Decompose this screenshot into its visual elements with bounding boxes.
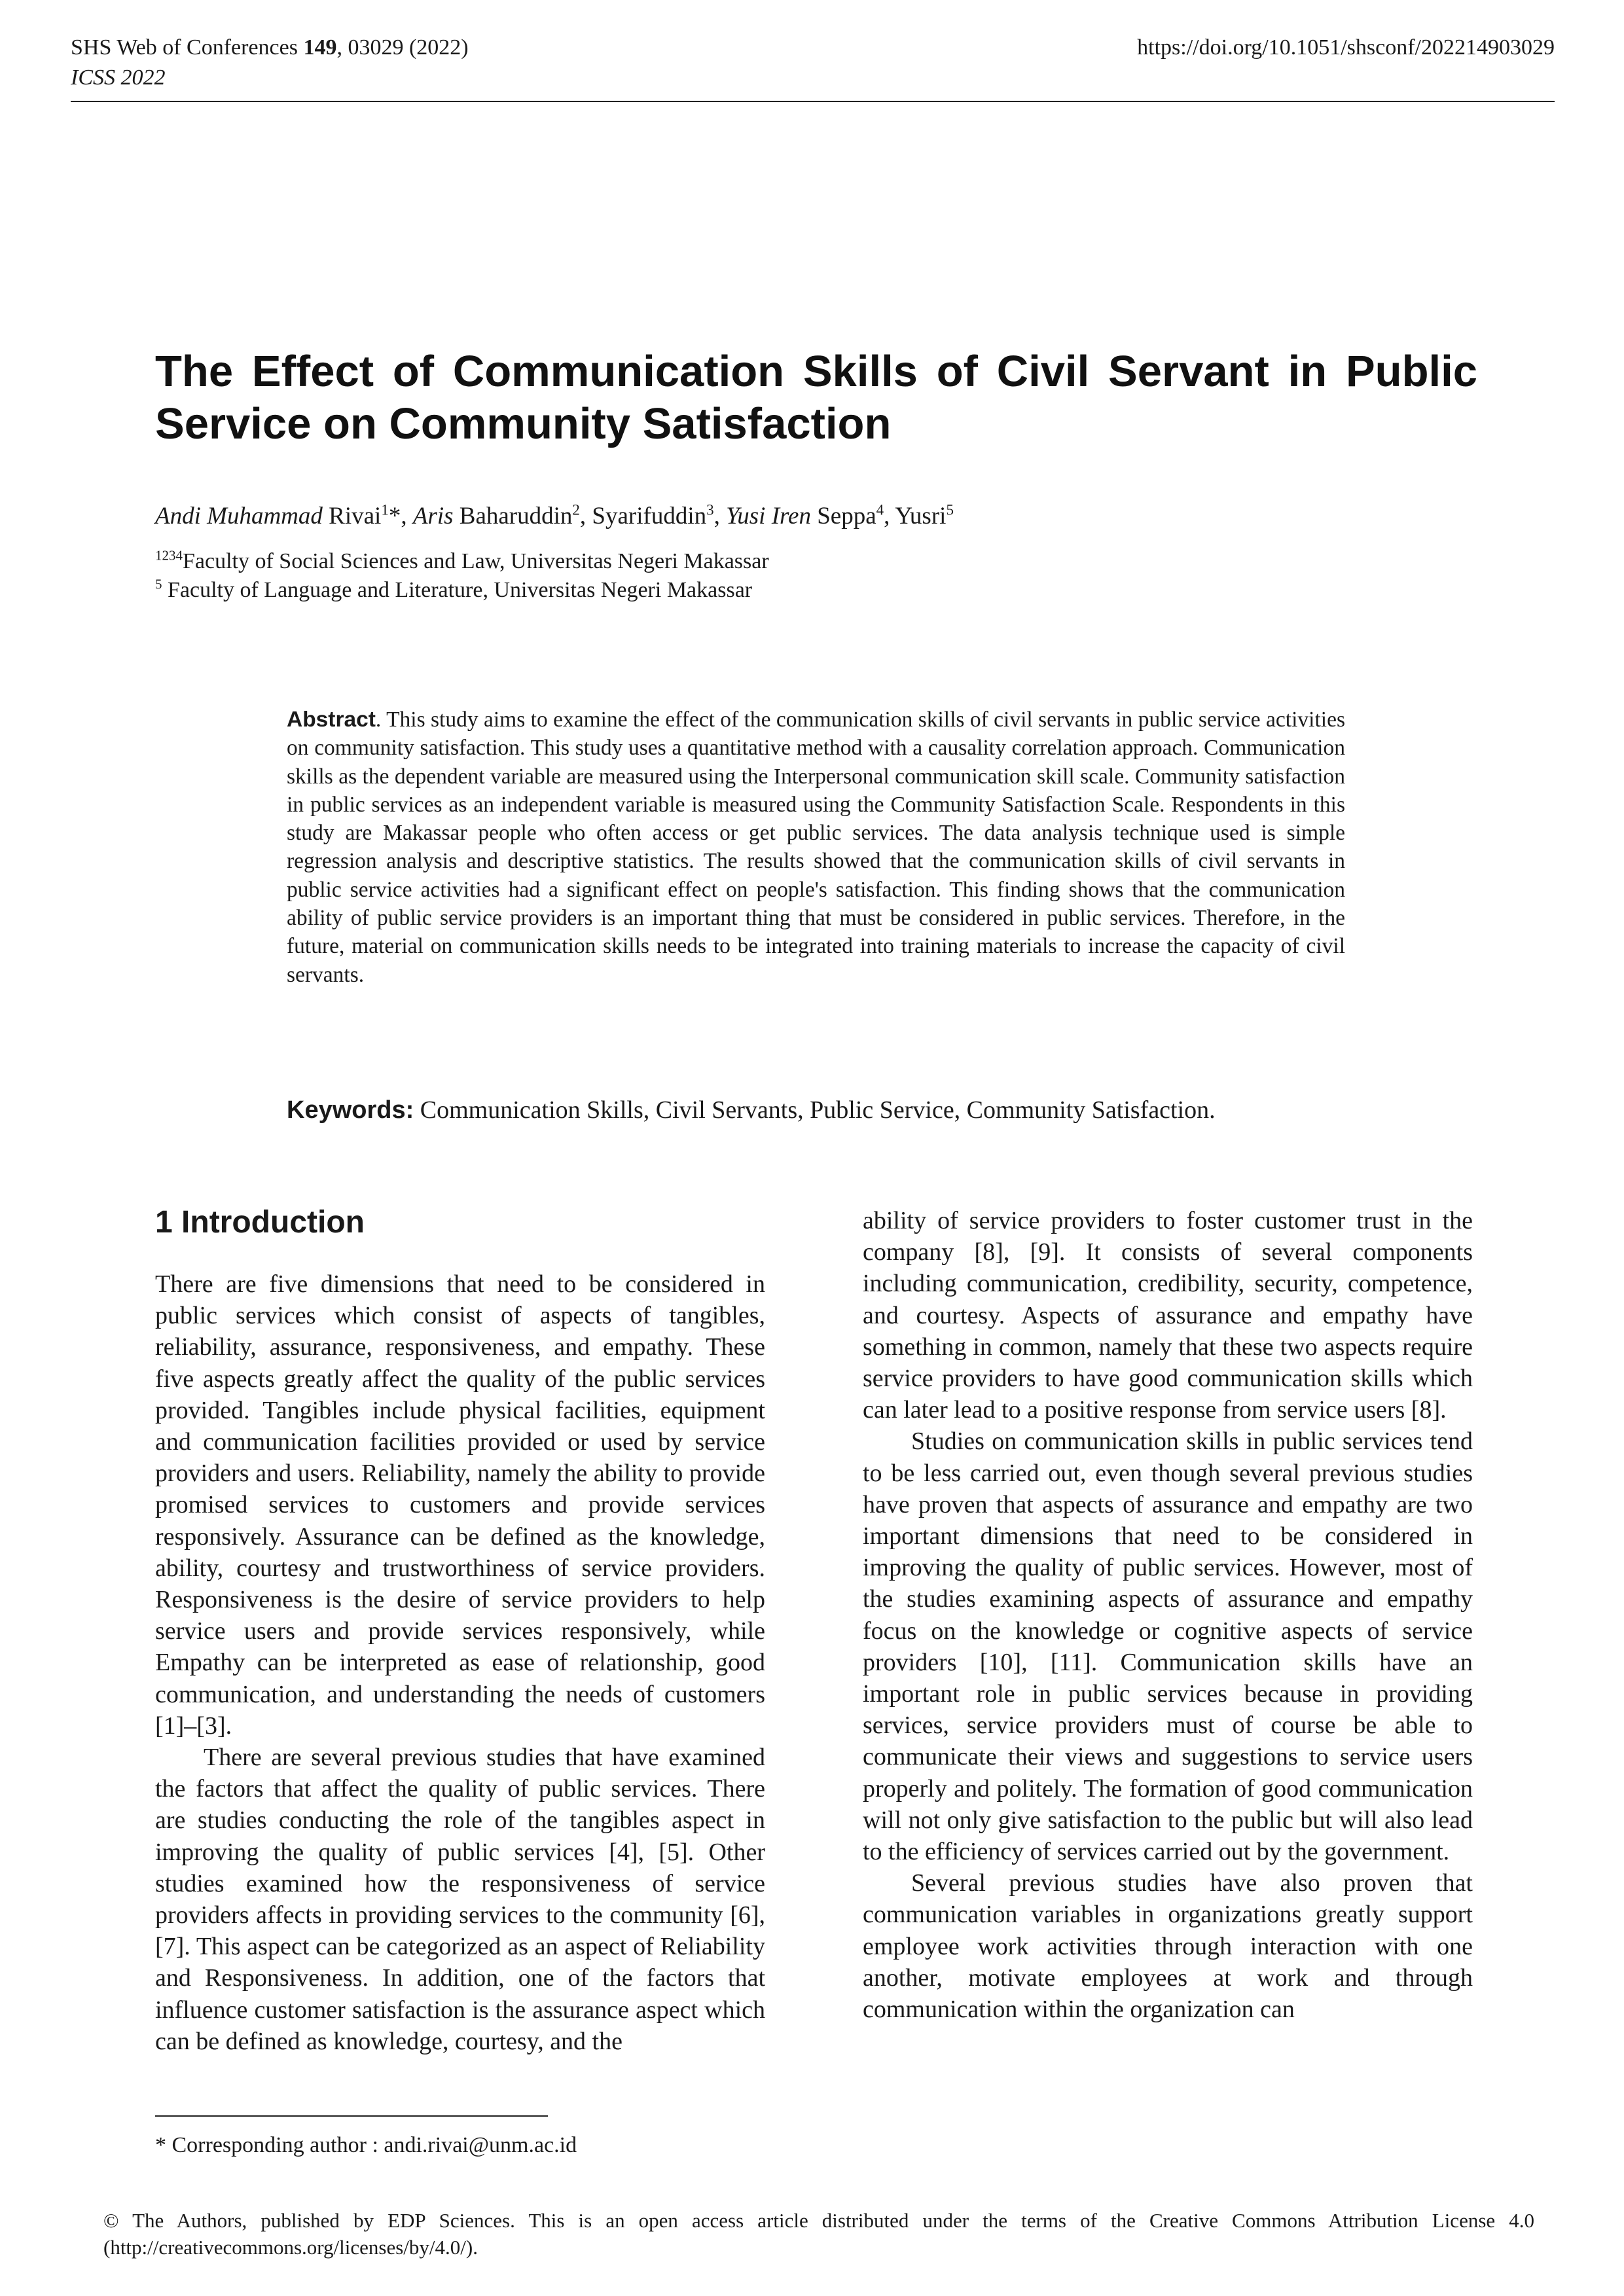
running-header-left [71,33,469,93]
abstract-text: . This study aims to examine the effect of the communication skills of civil servants in public service activities on community satisfaction. This study uses a quantitative method with a causality correlation approach. Communication skills as the dependent variable are measured using the Interpersonal communication skill scale. Community satisfaction in public services as an independent variable is measured using the Community Satisfaction Scale. Respondents in this study are Makassar people who often access or get public services. The data analysis technique used is simple regression analysis and descriptive statistics. The results showed that the communication skills of civil servants in public service activities had a significant effect on people's satisfaction. This finding shows that the communication ability of public service providers is an important thing that must be considered in public services. Therefore, in the future, material on communication skills needs to be integrated into training materials to increase the capacity of civil servants. [287,708,1345,987]
paragraph: ability of service providers to foster customer trust in the company [8], [9]. It consists of several components including communication, credibility, security, competence, and courtesy. Aspects of assurance and empathy have something in common, namely that these two aspects require service providers to have good communication skills which can later lead to a positive response from service users [8]. [863,1207,1473,1424]
affiliations [155,547,769,605]
author-family-name: Baharuddin [453,503,573,529]
author-given-name: Yusi Iren [726,503,811,529]
abstract [287,706,1345,989]
volume-number: 149 [303,35,337,60]
corresponding-author-footnote: * Corresponding author : andi.rivai@unm.ac.id [155,2133,577,2157]
event-name: ICSS 2022 [71,65,166,90]
keywords [287,1094,1465,1126]
section-heading: 1 Introduction [155,1205,365,1240]
footnote-rule [155,2115,548,2117]
paragraph: There are several previous studies that have examined the factors that affect the quality of public services. There are studies conducting the role of the tangibles aspect in improving the quality of public services [4], [5]. Other studies examined how the responsiveness of service providers affects in providing services to the community [6], [7]. This aspect can be categorized as an aspect of Reliability and Responsiveness. In addition, one of the factors that influence customer satisfaction is the assurance aspect which can be defined as knowledge, courtesy, and the [155,1744,765,2055]
author-name: Syarifuddin [592,503,707,529]
affiliation-line: $^5$ Faculty of Language and Literature, Universitas Negeri Makassar [155,576,753,602]
conference-line: SHS Web of Conferences 149, 03029 (2022) [71,35,469,60]
keywords-label: Keywords: [287,1096,414,1124]
paragraph: Studies on communication skills in public services tend to be less carried out, even though several previous studies have proven that aspects of assurance and empathy are two important dimensions that need to be considered in improving the quality of public services. However, most of the studies examining aspects of assurance and empathy focus on the knowledge or cognitive aspects of service providers [10], [11]. Communication skills have an important role in public services because in providing services, service providers must of course be able to communicate their views and suggestions to service users properly and politely. The formation of good communication will not only give satisfaction to the public but will also lead to the efficiency of services carried out by the government. [863,1427,1473,1866]
paragraph: Several previous studies have also proven that communication variables in organizations greatly support employee work activities through interaction with one another, motivate employees at work and through communication within the organization can [863,1869,1473,2024]
author-given-name: Andi Muhammad [155,503,323,529]
paper-title: The Effect of Communication Skills of Civil Servant in Public Service on Community Satisfaction [155,347,1477,448]
body-column-right [863,1205,1473,2025]
author-given-name: Aris [412,503,454,529]
header-rule [71,101,1555,102]
author-family-name: Seppa [810,503,876,529]
license-statement: © The Authors, published by EDP Sciences. This is an open access article distributed under the terms of the Creative Commons Attribution License 4.0 (http://creativecommons.org/licenses/by/4.0/). [103,2209,1534,2259]
doi-link[interactable]: https://doi.org/10.1051/shsconf/202214903029 [1137,35,1555,60]
author-family-name: Rivai [322,503,382,529]
abstract-label: Abstract [287,708,376,732]
paragraph: There are five dimensions that need to be considered in public services which consist of aspects of tangibles, reliability, assurance, responsiveness, and empathy. These five aspects greatly affect the quality of the public services provided. Tangibles include physical facilities, equipment and communication facilities provided or used by service providers and users. Reliability, namely the ability to provide promised services to customers and provide services responsively. Assurance can be defined as the knowledge, ability, courtesy and trustworthiness of service providers. Responsiveness is the desire of service providers to help service users and provide services responsively, while Empathy can be interpreted as ease of relationship, good communication, and understanding the needs of customers [1]–[3]. [155,1270,765,1740]
author-name: Yusri [895,503,947,529]
body-column-left [155,1268,765,2057]
keywords-text: Communication Skills, Civil Servants, Public Service, Community Satisfaction. [414,1096,1216,1124]
affiliation-line: $^{1234}$Faculty of Social Sciences and Law, Universitas Negeri Makassar [155,547,769,573]
author-list: Andi Muhammad Rivai$^1$*, Aris Baharuddin$^2$, Syarifuddin$^3$, Yusi Iren Seppa$^4$, Yusri$^5$ [155,501,954,529]
